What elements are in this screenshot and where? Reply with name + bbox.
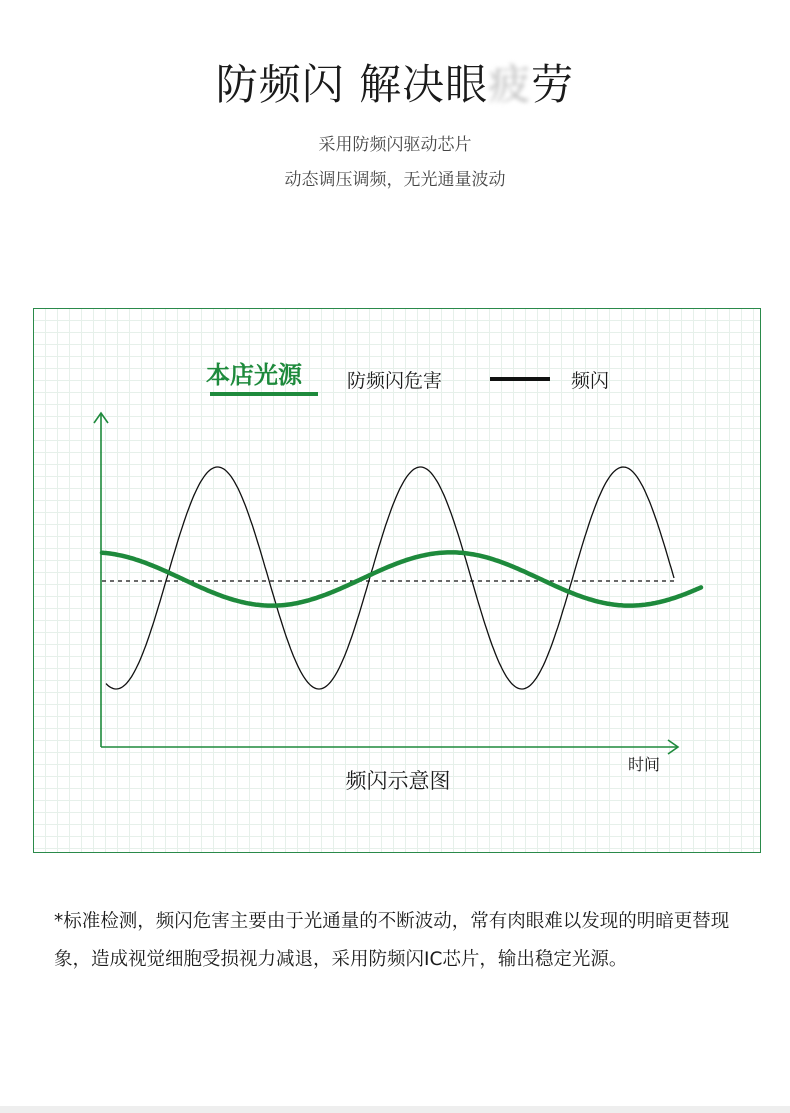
subtitle-dynamic: 动态调压调频，无光通量波动 [284,170,506,190]
title-main: 防频闪 解决眼 [215,60,489,109]
footnote-text: *标准检测，频闪危害主要由于光通量的不断波动，常有肉眼难以发现的明暗更替现象，造成视觉细胞受损视力减退，采用防频闪IC芯片，输出稳定光源。 [54,911,730,970]
legend-own-light-underline [210,392,318,396]
title-end: 劳 [531,60,575,109]
legend-own-light: 本店光源 [206,361,302,389]
series-own-light-line [102,552,701,605]
flicker-chart-panel [33,308,761,853]
x-axis-label: 时间 [628,755,661,774]
legend-flicker-swatch [490,377,550,381]
legend-hazard-label: 防频闪危害 [347,370,443,392]
bottom-divider [0,1106,790,1113]
chart-caption: 频闪示意图 [345,769,451,793]
title-blurred-char: 疲 [488,60,532,109]
series-flicker-line [106,467,674,689]
page-title [0,52,790,112]
legend-flicker-label: 频闪 [571,370,610,392]
chart-axes [94,413,678,754]
subtitle-chip: 采用防频闪驱动芯片 [318,135,472,155]
